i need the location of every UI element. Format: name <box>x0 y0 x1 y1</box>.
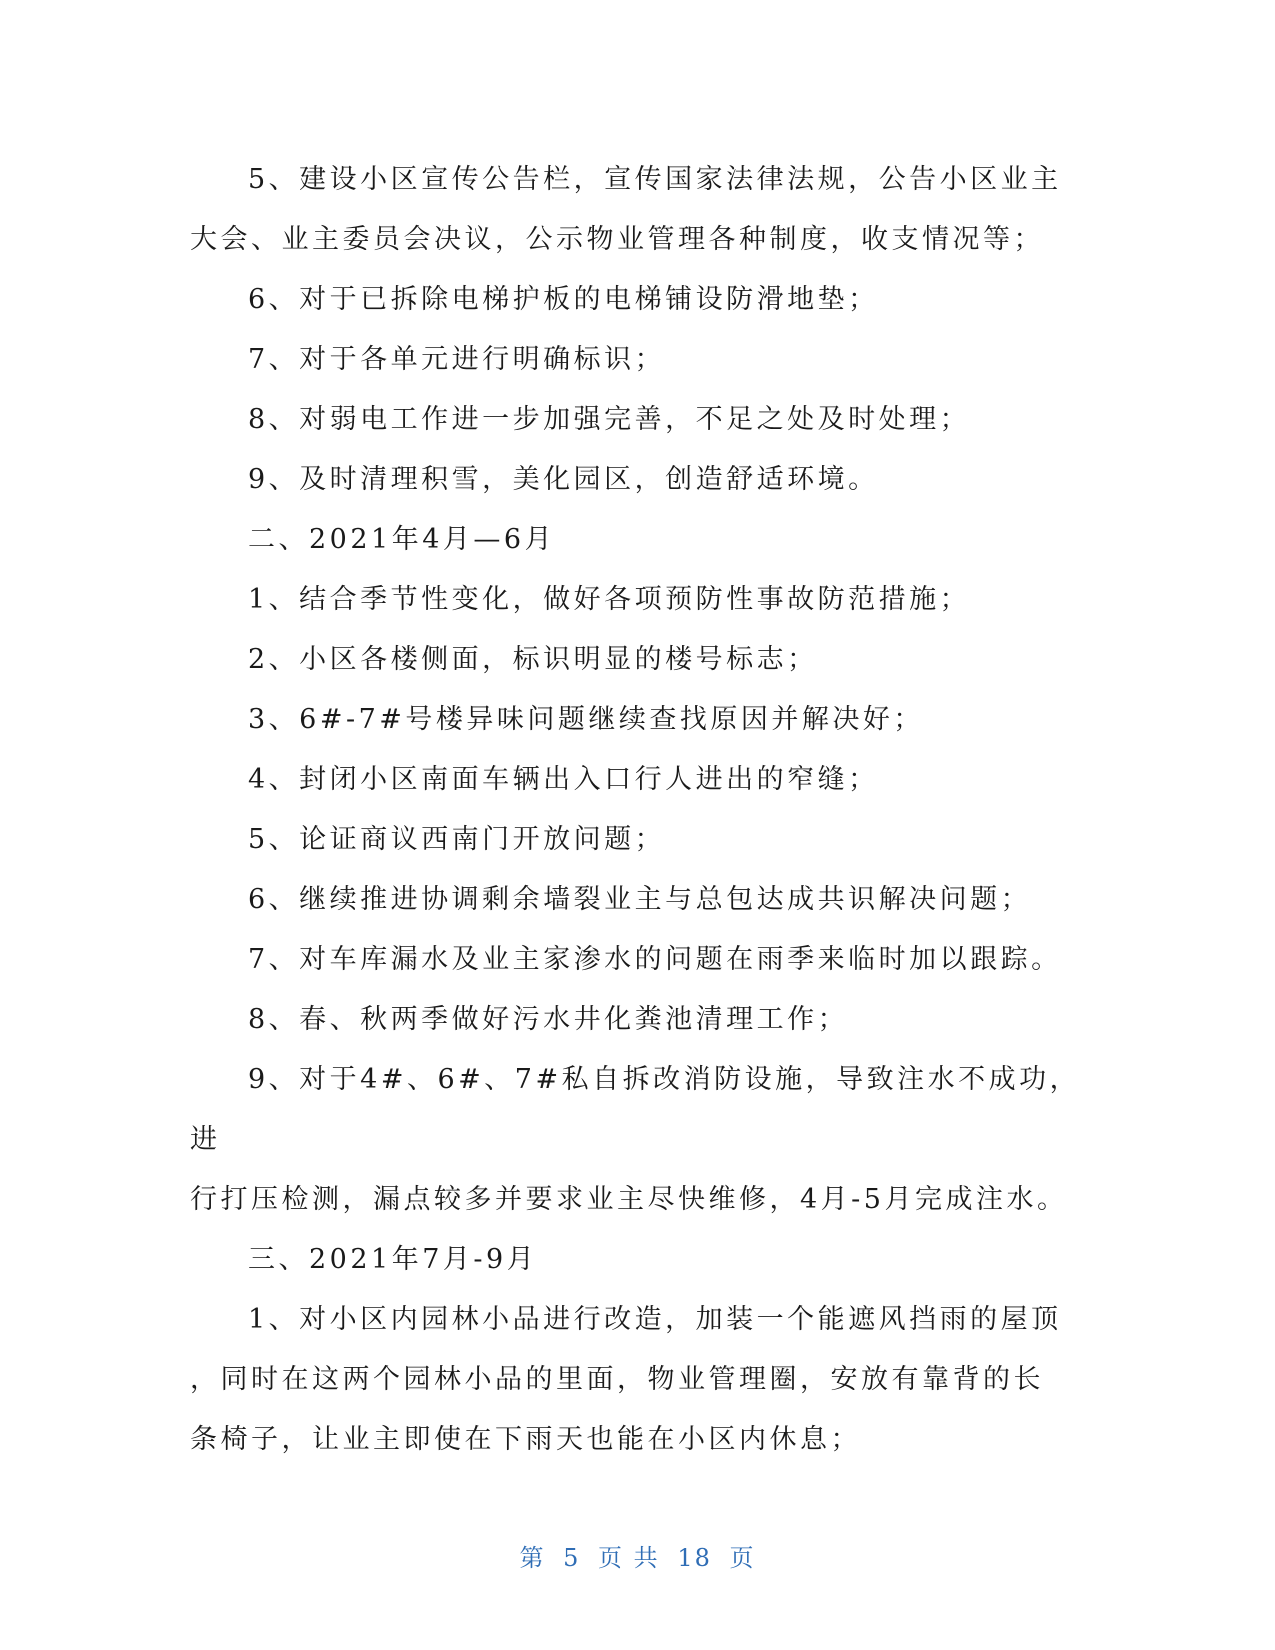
paragraph-line: 1、结合季节性变化，做好各项预防性事故防范措施； <box>248 584 971 615</box>
paragraph-item-2-building-numbers <box>190 630 1090 690</box>
footer-suffix: 页 <box>729 1544 756 1572</box>
paragraph-line: 7、对车库漏水及业主家渗水的问题在雨季来临时加以跟踪。 <box>248 944 1062 975</box>
current-page-number: 5 <box>563 1544 581 1572</box>
paragraph-item-7-unit-signs <box>190 330 1090 390</box>
paragraph-line: 条椅子，让业主即使在下雨天也能在小区内休息； <box>190 1424 861 1455</box>
paragraph-item-5-bulletin-board <box>190 150 1090 270</box>
footer-prefix: 第 <box>519 1544 546 1572</box>
paragraph-item-8-sewage-cleaning <box>190 990 1090 1050</box>
paragraph-item-6-elevator-mats <box>190 270 1090 330</box>
paragraph-item-9-fire-facilities <box>190 1050 1090 1230</box>
paragraph-item-3-odor-problem <box>190 690 1090 750</box>
paragraph-line: 3、6#-7#号楼异味问题继续查找原因并解决好； <box>248 704 924 735</box>
page-number-footer <box>0 1538 1275 1573</box>
paragraph-line: 9、及时清理积雪，美化园区，创造舒适环境。 <box>248 464 879 495</box>
document-body <box>190 150 1090 1470</box>
section-heading-text: 三、2021年7月-9月 <box>248 1244 538 1275</box>
paragraph-item-6-wall-cracks <box>190 870 1090 930</box>
paragraph-item-9-snow-clearing <box>190 450 1090 510</box>
paragraph-item-8-low-voltage <box>190 390 1090 450</box>
paragraph-line: 1、对小区内园林小品进行改造，加装一个能遮风挡雨的屋顶 <box>248 1304 1062 1335</box>
paragraph-line: 8、春、秋两季做好污水井化粪池清理工作； <box>248 1004 849 1035</box>
total-page-count: 18 <box>677 1544 712 1572</box>
paragraph-line: 8、对弱电工作进一步加强完善，不足之处及时处理； <box>248 404 971 435</box>
paragraph-item-5-southwest-gate <box>190 810 1090 870</box>
paragraph-line: 5、建设小区宣传公告栏，宣传国家法律法规，公告小区业主 <box>248 164 1062 195</box>
paragraph-line: 9、对于4#、6#、7#私自拆改消防设施，导致注水不成功，进 <box>190 1064 1081 1155</box>
paragraph-line: 5、论证商议西南门开放问题； <box>248 824 666 855</box>
paragraph-item-1-seasonal-prevention <box>190 570 1090 630</box>
paragraph-item-4-close-gap <box>190 750 1090 810</box>
footer-middle: 页 共 <box>598 1544 660 1572</box>
section-heading-q3 <box>190 1230 1090 1290</box>
paragraph-item-1-garden-renovation <box>190 1290 1090 1470</box>
section-heading-text: 二、2021年4月—6月 <box>248 524 556 555</box>
section-heading-q2 <box>190 510 1090 570</box>
paragraph-line: 6、继续推进协调剩余墙裂业主与总包达成共识解决问题； <box>248 884 1032 915</box>
paragraph-line: 6、对于已拆除电梯护板的电梯铺设防滑地垫； <box>248 284 879 315</box>
paragraph-line: 大会、业主委员会决议，公示物业管理各种制度，收支情况等； <box>190 224 1044 255</box>
paragraph-line: 4、封闭小区南面车辆出入口行人进出的窄缝； <box>248 764 879 795</box>
paragraph-item-7-garage-leaks <box>190 930 1090 990</box>
paragraph-line: 2、小区各楼侧面，标识明显的楼号标志； <box>248 644 818 675</box>
paragraph-line: 行打压检测，漏点较多并要求业主尽快维修，4月-5月完成注水。 <box>190 1184 1068 1215</box>
paragraph-line: ，同时在这两个园林小品的里面，物业管理圈，安放有靠背的长 <box>190 1364 1044 1395</box>
paragraph-line: 7、对于各单元进行明确标识； <box>248 344 666 375</box>
